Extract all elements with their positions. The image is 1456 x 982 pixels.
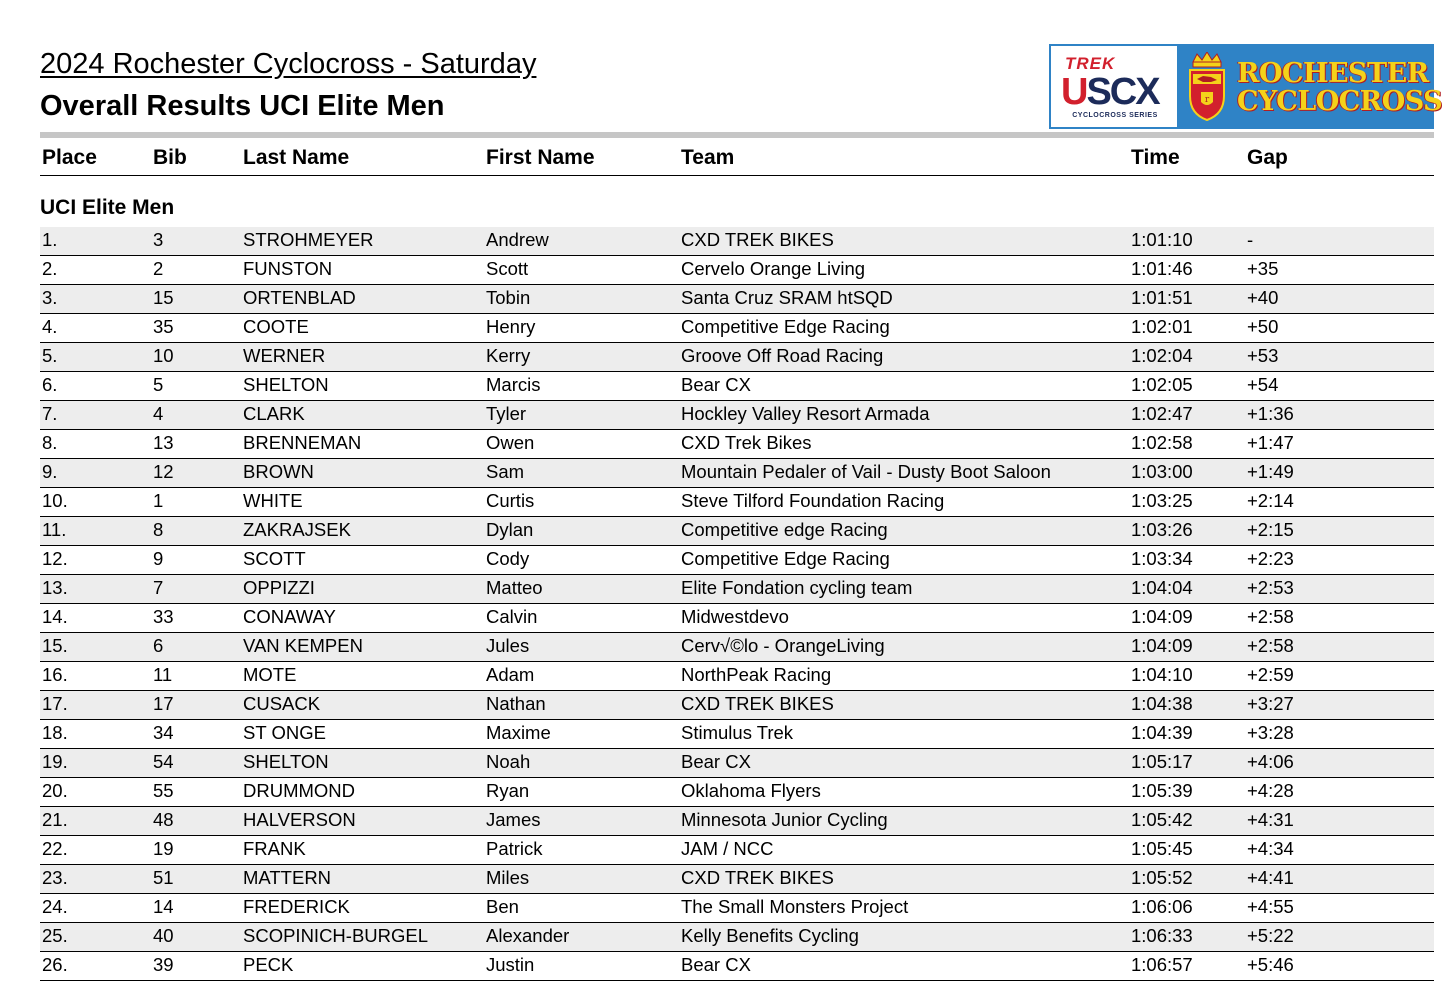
table-row xyxy=(40,343,1434,372)
cell-time: 1:02:47 xyxy=(1131,403,1193,424)
cell-last: ORTENBLAD xyxy=(243,287,356,308)
cell-last: ST ONGE xyxy=(243,722,326,743)
cell-bib: 19 xyxy=(153,838,174,859)
table-row xyxy=(40,546,1434,575)
uscx-logo xyxy=(1051,46,1179,127)
cell-last: HALVERSON xyxy=(243,809,356,830)
cell-bib: 33 xyxy=(153,606,174,627)
cell-last: MOTE xyxy=(243,664,297,685)
cell-place: 8. xyxy=(42,432,58,453)
cell-time: 1:04:10 xyxy=(1131,664,1193,685)
cell-last: DRUMMOND xyxy=(243,780,356,801)
header-divider xyxy=(40,132,1434,138)
cell-first: Owen xyxy=(486,432,535,453)
cell-place: 5. xyxy=(42,345,58,366)
cell-team: Cerv√©lo - OrangeLiving xyxy=(681,635,885,656)
cell-last: FRANK xyxy=(243,838,306,859)
cell-time: 1:03:26 xyxy=(1131,519,1193,540)
rochester-logo xyxy=(1179,46,1443,127)
cell-bib: 1 xyxy=(153,490,164,511)
cell-gap: +2:58 xyxy=(1247,635,1294,656)
cell-bib: 6 xyxy=(153,635,164,656)
cell-gap: +1:47 xyxy=(1247,432,1294,453)
cell-time: 1:01:51 xyxy=(1131,287,1193,308)
cell-first: Adam xyxy=(486,664,535,685)
cell-place: 13. xyxy=(42,577,68,598)
cell-bib: 40 xyxy=(153,925,174,946)
cell-first: Kerry xyxy=(486,345,531,366)
cell-last: SHELTON xyxy=(243,751,329,772)
cell-team: Minnesota Junior Cycling xyxy=(681,809,888,830)
cell-first: Jules xyxy=(486,635,530,656)
cell-last: STROHMEYER xyxy=(243,229,374,250)
cell-place: 1. xyxy=(42,229,58,250)
cell-first: Ryan xyxy=(486,780,530,801)
cell-time: 1:05:42 xyxy=(1131,809,1193,830)
cell-gap: +1:36 xyxy=(1247,403,1294,424)
cell-place: 6. xyxy=(42,374,58,395)
table-row xyxy=(40,720,1434,749)
cell-time: 1:02:01 xyxy=(1131,316,1193,337)
cell-first: Nathan xyxy=(486,693,546,714)
cell-gap: +4:34 xyxy=(1247,838,1294,859)
cell-first: Matteo xyxy=(486,577,543,598)
cell-gap: +3:27 xyxy=(1247,693,1294,714)
cell-time: 1:04:39 xyxy=(1131,722,1193,743)
cell-last: SCOTT xyxy=(243,548,306,569)
svg-text:r: r xyxy=(1204,95,1210,105)
cell-last: WERNER xyxy=(243,345,326,366)
cell-first: Scott xyxy=(486,258,529,279)
cell-last: CONAWAY xyxy=(243,606,336,627)
cell-bib: 51 xyxy=(153,867,174,888)
cell-bib: 3 xyxy=(153,229,164,250)
cell-team: CXD TREK BIKES xyxy=(681,229,834,250)
cell-first: James xyxy=(486,809,541,830)
cell-bib: 34 xyxy=(153,722,174,743)
cell-place: 23. xyxy=(42,867,68,888)
cell-time: 1:05:52 xyxy=(1131,867,1193,888)
cell-time: 1:02:04 xyxy=(1131,345,1193,366)
cell-place: 17. xyxy=(42,693,68,714)
table-row xyxy=(40,285,1434,314)
cell-team: Mountain Pedaler of Vail - Dusty Boot Saloon xyxy=(681,461,1051,482)
cell-time: 1:03:00 xyxy=(1131,461,1193,482)
cell-team: Groove Off Road Racing xyxy=(681,345,884,366)
cell-last: BRENNEMAN xyxy=(243,432,362,453)
cell-gap: +2:23 xyxy=(1247,548,1294,569)
cell-team: Steve Tilford Foundation Racing xyxy=(681,490,945,511)
cell-place: 20. xyxy=(42,780,68,801)
results-title: Overall Results UCI Elite Men xyxy=(40,90,445,122)
cell-first: Miles xyxy=(486,867,530,888)
cell-team: Santa Cruz SRAM htSQD xyxy=(681,287,893,308)
sponsor-logos xyxy=(1049,44,1443,129)
cell-bib: 15 xyxy=(153,287,174,308)
cell-time: 1:03:34 xyxy=(1131,548,1193,569)
cell-last: COOTE xyxy=(243,316,309,337)
table-row xyxy=(40,575,1434,604)
cell-gap: +2:14 xyxy=(1247,490,1294,511)
cell-bib: 55 xyxy=(153,780,174,801)
cell-first: Tyler xyxy=(486,403,527,424)
cell-team: CXD TREK BIKES xyxy=(681,693,834,714)
cell-bib: 13 xyxy=(153,432,174,453)
cell-place: 11. xyxy=(42,519,67,540)
cell-gap: +35 xyxy=(1247,258,1279,279)
table-row xyxy=(40,401,1434,430)
cell-place: 26. xyxy=(42,954,68,975)
column-header-gap: Gap xyxy=(1247,146,1288,169)
cell-time: 1:01:46 xyxy=(1131,258,1193,279)
column-header-team: Team xyxy=(681,146,735,169)
cell-place: 16. xyxy=(42,664,68,685)
table-row xyxy=(40,227,1434,256)
cell-team: Bear CX xyxy=(681,954,751,975)
cell-first: Patrick xyxy=(486,838,543,859)
table-row xyxy=(40,459,1434,488)
cell-last: FREDERICK xyxy=(243,896,350,917)
cell-team: Kelly Benefits Cycling xyxy=(681,925,859,946)
cell-gap: +1:49 xyxy=(1247,461,1294,482)
uscx-wordmark: USCX xyxy=(1061,71,1159,113)
section-label: UCI Elite Men xyxy=(40,196,175,219)
cell-bib: 4 xyxy=(153,403,164,424)
cell-place: 12. xyxy=(42,548,68,569)
table-row xyxy=(40,836,1434,865)
cell-first: Calvin xyxy=(486,606,538,627)
cell-team: The Small Monsters Project xyxy=(681,896,909,917)
cell-team: Competitive Edge Racing xyxy=(681,316,890,337)
cell-gap: +4:06 xyxy=(1247,751,1294,772)
table-row xyxy=(40,488,1434,517)
table-row xyxy=(40,807,1434,836)
cell-team: Midwestdevo xyxy=(681,606,789,627)
cell-bib: 11 xyxy=(153,664,173,685)
cell-gap: +2:15 xyxy=(1247,519,1294,540)
cell-time: 1:06:06 xyxy=(1131,896,1193,917)
cell-place: 4. xyxy=(42,316,58,337)
cell-bib: 5 xyxy=(153,374,164,395)
table-row xyxy=(40,749,1434,778)
cell-place: 10. xyxy=(42,490,68,511)
cell-gap: - xyxy=(1247,229,1254,250)
cell-place: 25. xyxy=(42,925,68,946)
cell-time: 1:05:45 xyxy=(1131,838,1193,859)
cell-time: 1:04:04 xyxy=(1131,577,1193,598)
cell-gap: +50 xyxy=(1247,316,1279,337)
cell-place: 22. xyxy=(42,838,68,859)
cell-first: Dylan xyxy=(486,519,534,540)
column-header-time: Time xyxy=(1131,146,1180,169)
cell-time: 1:06:33 xyxy=(1131,925,1193,946)
cell-last: OPPIZZI xyxy=(243,577,315,598)
cell-bib: 48 xyxy=(153,809,174,830)
cell-place: 14. xyxy=(42,606,68,627)
cell-first: Andrew xyxy=(486,229,549,250)
table-row xyxy=(40,952,1434,981)
cell-last: FUNSTON xyxy=(243,258,333,279)
table-row xyxy=(40,662,1434,691)
cell-bib: 39 xyxy=(153,954,174,975)
cell-gap: +4:41 xyxy=(1247,867,1294,888)
cell-first: Marcis xyxy=(486,374,541,395)
cell-place: 21. xyxy=(42,809,68,830)
cell-place: 7. xyxy=(42,403,58,424)
cell-first: Justin xyxy=(486,954,535,975)
cell-bib: 14 xyxy=(153,896,174,917)
cell-gap: +2:59 xyxy=(1247,664,1294,685)
cell-place: 2. xyxy=(42,258,58,279)
cell-time: 1:04:38 xyxy=(1131,693,1193,714)
cell-team: JAM / NCC xyxy=(681,838,774,859)
table-row xyxy=(40,691,1434,720)
cell-first: Ben xyxy=(486,896,519,917)
cell-bib: 8 xyxy=(153,519,164,540)
cell-place: 3. xyxy=(42,287,58,308)
table-row xyxy=(40,604,1434,633)
trek-wordmark: TREK xyxy=(1065,54,1116,73)
cell-team: Competitive edge Racing xyxy=(681,519,888,540)
table-row xyxy=(40,778,1434,807)
cell-gap: +40 xyxy=(1247,287,1279,308)
table-row xyxy=(40,314,1434,343)
cell-place: 9. xyxy=(42,461,58,482)
cell-place: 18. xyxy=(42,722,68,743)
cell-team: Stimulus Trek xyxy=(681,722,794,743)
cell-bib: 54 xyxy=(153,751,174,772)
cell-team: Bear CX xyxy=(681,751,751,772)
cell-place: 24. xyxy=(42,896,68,917)
table-row xyxy=(40,430,1434,459)
cell-first: Maxime xyxy=(486,722,551,743)
cell-time: 1:04:09 xyxy=(1131,606,1193,627)
cell-gap: +5:22 xyxy=(1247,925,1294,946)
cell-time: 1:06:57 xyxy=(1131,954,1193,975)
uscx-subtitle: CYCLOCROSS SERIES xyxy=(1072,112,1158,119)
cell-team: Elite Fondation cycling team xyxy=(681,577,913,598)
table-row xyxy=(40,372,1434,401)
table-row xyxy=(40,633,1434,662)
cell-gap: +53 xyxy=(1247,345,1279,366)
cell-last: WHITE xyxy=(243,490,303,511)
table-row xyxy=(40,894,1434,923)
cell-first: Curtis xyxy=(486,490,535,511)
cell-first: Noah xyxy=(486,751,531,772)
column-header-divider xyxy=(40,175,1434,176)
column-header-bib: Bib xyxy=(153,146,187,169)
cell-gap: +54 xyxy=(1247,374,1279,395)
cell-last: VAN KEMPEN xyxy=(243,635,363,656)
cell-place: 15. xyxy=(42,635,68,656)
cell-team: Hockley Valley Resort Armada xyxy=(681,403,930,424)
cell-gap: +4:28 xyxy=(1247,780,1294,801)
cell-time: 1:04:09 xyxy=(1131,635,1193,656)
cell-first: Henry xyxy=(486,316,536,337)
cell-first: Tobin xyxy=(486,287,531,308)
rochester-wordmark: ROCHESTER CYCLOCROSS xyxy=(1237,58,1443,117)
cell-team: NorthPeak Racing xyxy=(681,664,832,685)
cell-team: Bear CX xyxy=(681,374,751,395)
cell-last: PECK xyxy=(243,954,294,975)
cell-last: SHELTON xyxy=(243,374,329,395)
table-row xyxy=(40,256,1434,285)
cell-first: Sam xyxy=(486,461,525,482)
cell-team: Competitive Edge Racing xyxy=(681,548,890,569)
cell-time: 1:05:17 xyxy=(1131,751,1193,772)
cell-bib: 12 xyxy=(153,461,174,482)
cell-time: 1:01:10 xyxy=(1131,229,1193,250)
cell-gap: +4:31 xyxy=(1247,809,1294,830)
cell-gap: +2:58 xyxy=(1247,606,1294,627)
cell-time: 1:02:05 xyxy=(1131,374,1193,395)
cell-gap: +2:53 xyxy=(1247,577,1294,598)
table-row xyxy=(40,517,1434,546)
cell-last: BROWN xyxy=(243,461,314,482)
cell-last: ZAKRAJSEK xyxy=(243,519,351,540)
cell-gap: +3:28 xyxy=(1247,722,1294,743)
cell-team: CXD TREK BIKES xyxy=(681,867,834,888)
column-header-first-name: First Name xyxy=(486,146,595,169)
cell-bib: 35 xyxy=(153,316,174,337)
event-title: 2024 Rochester Cyclocross - Saturday xyxy=(40,48,537,80)
cell-bib: 17 xyxy=(153,693,174,714)
cell-first: Alexander xyxy=(486,925,570,946)
cell-gap: +4:55 xyxy=(1247,896,1294,917)
table-row xyxy=(40,923,1434,952)
cell-time: 1:02:58 xyxy=(1131,432,1193,453)
cell-last: CLARK xyxy=(243,403,305,424)
cell-team: Oklahoma Flyers xyxy=(681,780,821,801)
cell-time: 1:05:39 xyxy=(1131,780,1193,801)
cell-bib: 7 xyxy=(153,577,164,598)
table-row xyxy=(40,865,1434,894)
column-header-place: Place xyxy=(42,146,97,169)
cell-team: Cervelo Orange Living xyxy=(681,258,866,279)
cell-last: SCOPINICH-BURGEL xyxy=(243,925,429,946)
cell-bib: 10 xyxy=(153,345,174,366)
results-table xyxy=(40,227,1434,981)
crest-icon xyxy=(1187,52,1227,122)
cell-team: CXD Trek Bikes xyxy=(681,432,812,453)
cell-bib: 2 xyxy=(153,258,164,279)
cell-first: Cody xyxy=(486,548,530,569)
cell-bib: 9 xyxy=(153,548,164,569)
cell-time: 1:03:25 xyxy=(1131,490,1193,511)
column-header-last-name: Last Name xyxy=(243,146,350,169)
cell-gap: +5:46 xyxy=(1247,954,1294,975)
cell-place: 19. xyxy=(42,751,68,772)
cell-last: CUSACK xyxy=(243,693,321,714)
cell-last: MATTERN xyxy=(243,867,332,888)
